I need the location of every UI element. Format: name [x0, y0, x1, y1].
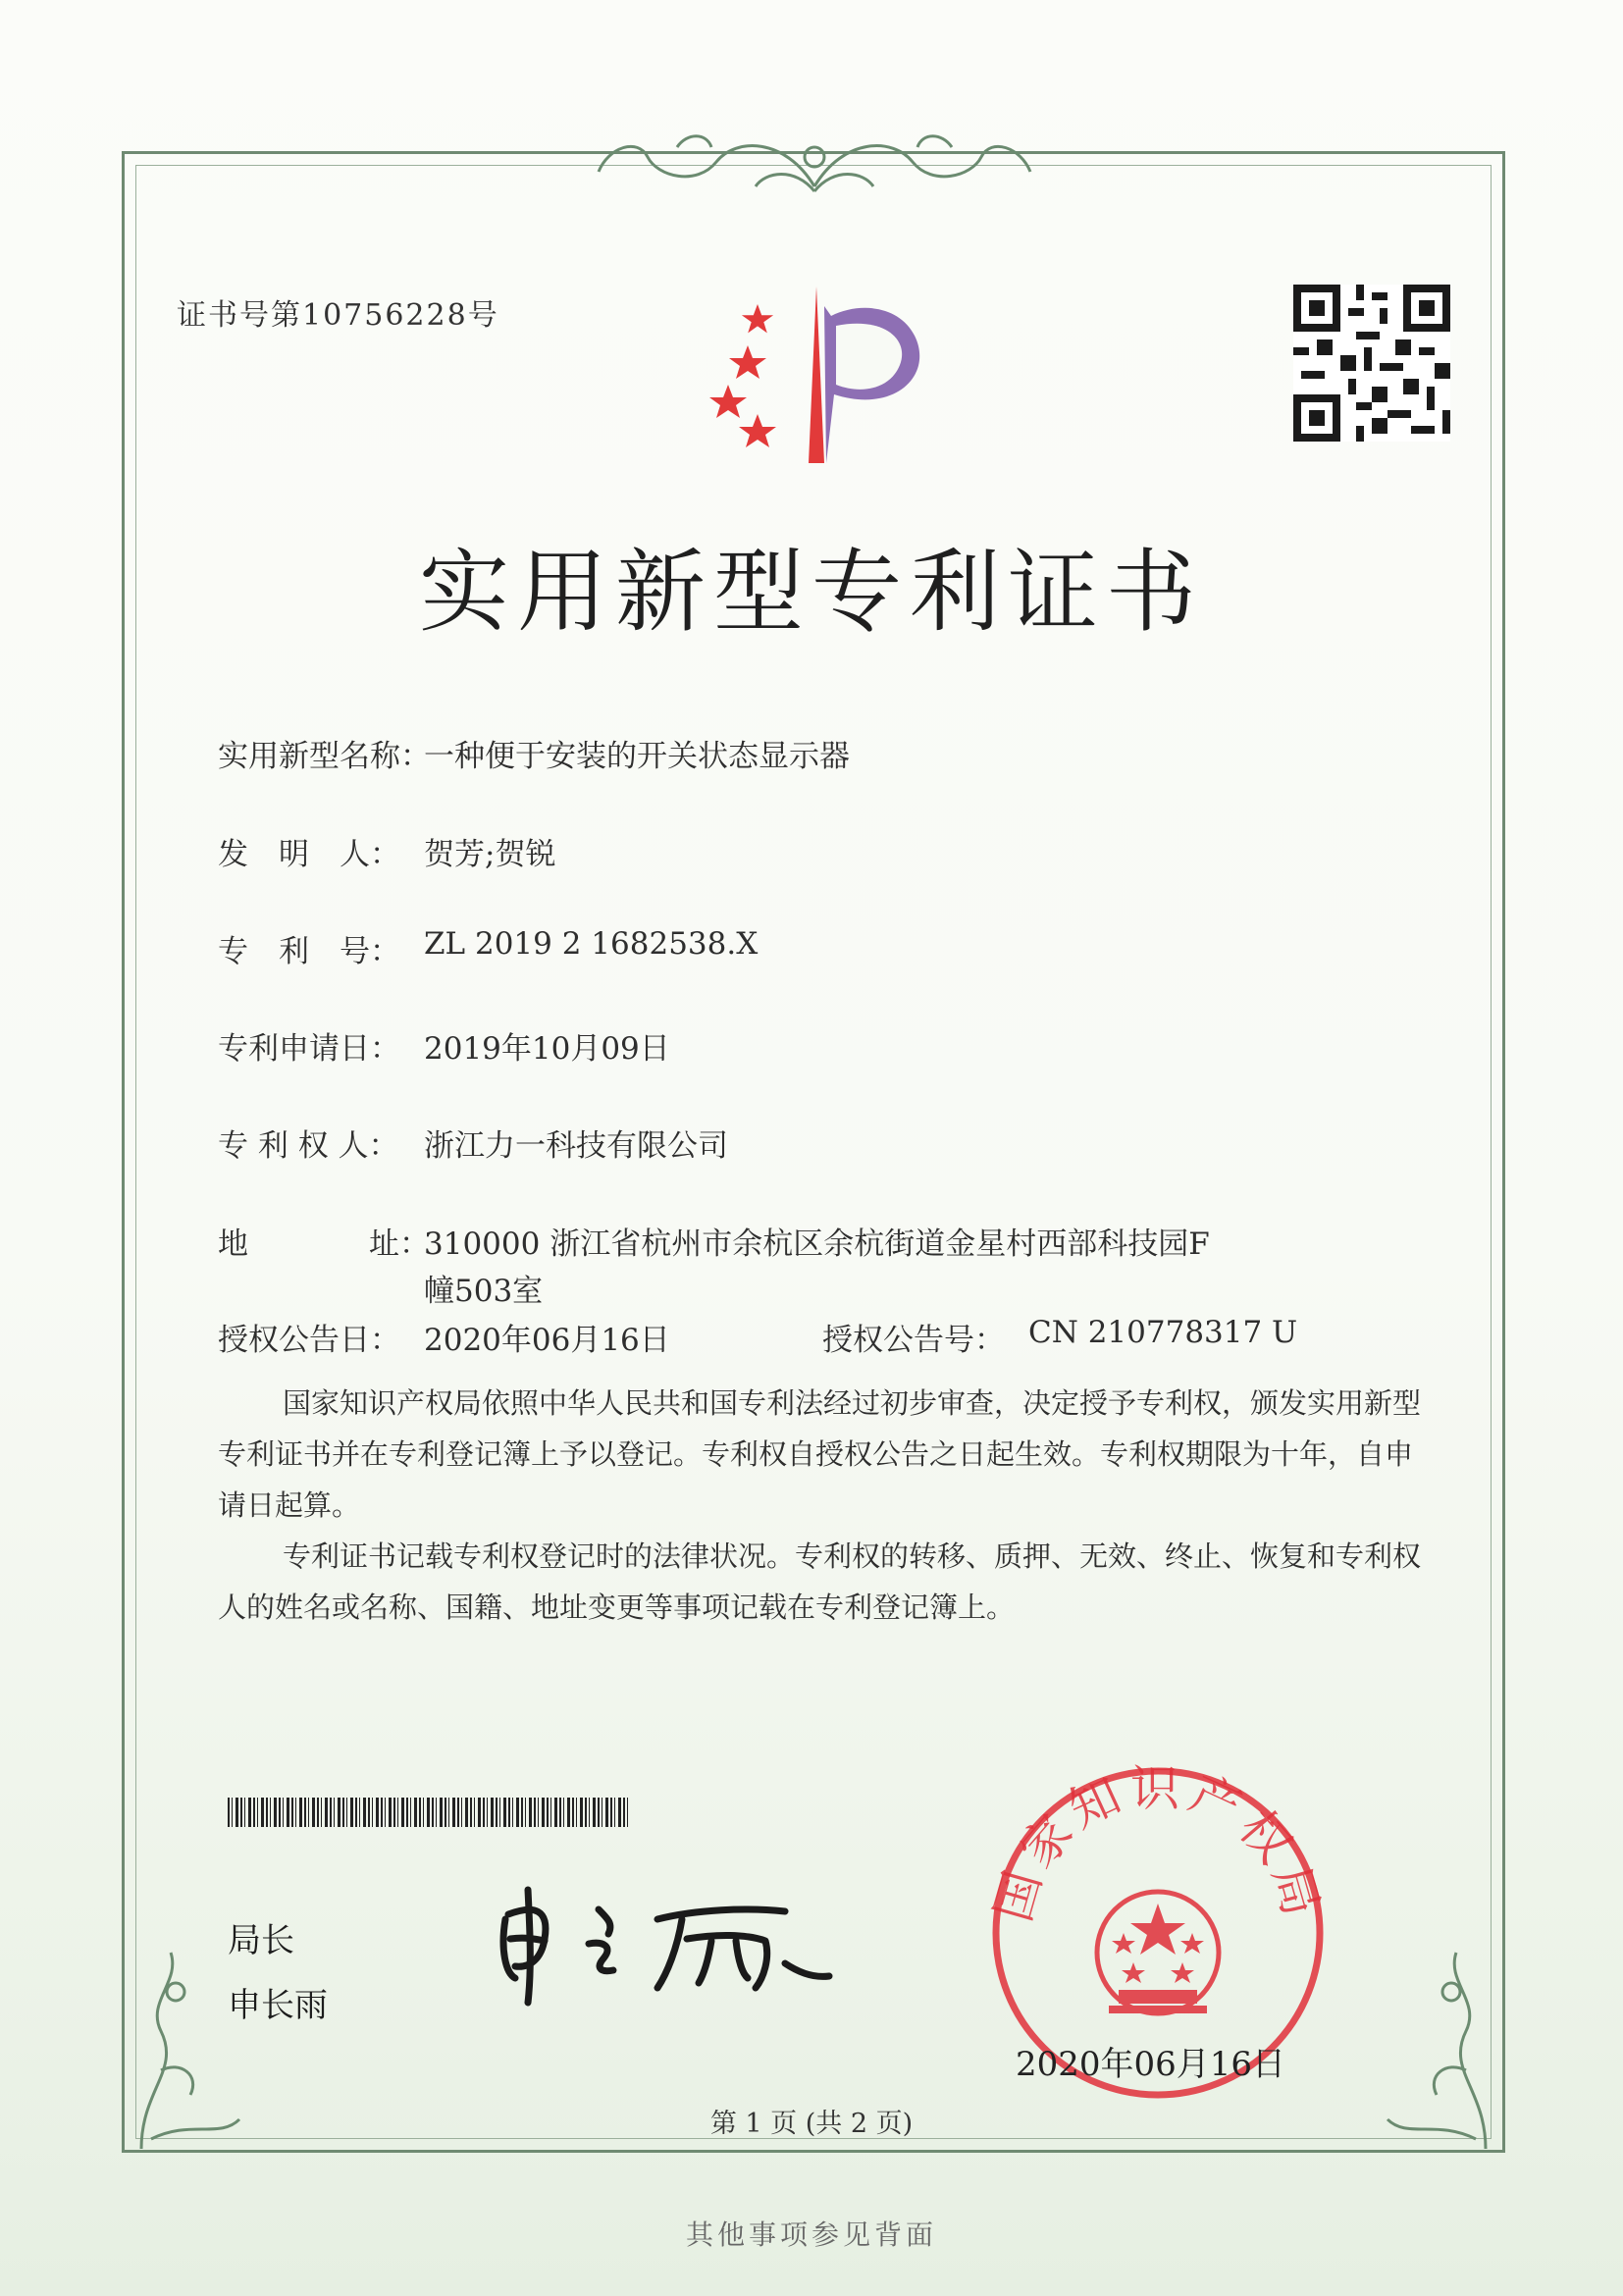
national-emblem-icon — [1097, 1892, 1219, 2013]
page-title: 实用新型专利证书 — [418, 540, 1204, 645]
paragraph-legal-status: 专利证书记载专利权登记时的法律状况。专利权的转移、质押、无效、终止、恢复和专利权人的姓名或名称、国籍、地址变更等事项记载在专利登记簿上。 — [218, 1539, 1422, 1624]
patentee-value: 浙江力一科技有限公司 — [424, 1128, 728, 1164]
footer-note: 其他事项参见背面 — [685, 2218, 937, 2251]
grant-date-value: 2020年06月16日 — [424, 1323, 670, 1358]
address-line-2: 幢503室 — [424, 1274, 544, 1309]
patentee-label: 专 利 权 人： — [218, 1128, 399, 1164]
qr-code-icon — [1293, 285, 1450, 442]
cnipa-logo-icon — [699, 277, 944, 473]
svg-text:国家知识产权局 — [984, 1760, 1332, 1928]
director-name: 申长雨 — [228, 1986, 328, 2025]
grant-number-label: 授权公告号： — [822, 1323, 1005, 1358]
director-title: 局长 — [228, 1921, 294, 1960]
patent-number-value: ZL 2019 2 1682538.X — [424, 926, 759, 962]
utility-model-name-label: 实用新型名称： — [218, 739, 431, 774]
patent-number-label: 专 利 号： — [218, 934, 400, 969]
top-ornament — [579, 118, 1050, 206]
filing-date-value: 2019年10月09日 — [424, 1031, 670, 1067]
seal-date: 2020年06月16日 — [1016, 2045, 1286, 2084]
grant-number-value: CN 210778317 U — [1028, 1315, 1298, 1350]
barcode — [228, 1798, 630, 1827]
address-line-1: 310000 浙江省杭州市余杭区余杭街道金星村西部科技园F — [424, 1226, 1210, 1262]
certificate-number: 证书号第10756228号 — [177, 298, 499, 333]
body-text — [218, 1378, 1431, 1633]
address-label-second: 址： — [369, 1226, 430, 1262]
handwritten-signature — [491, 1880, 844, 2008]
page-indicator: 第 1 页 (共 2 页) — [709, 2109, 914, 2139]
paragraph-grant-statement: 国家知识产权局依照中华人民共和国专利法经过初步审查，决定授予专利权，颁发实用新型专利证书并在专利登记簿上予以登记。专利权自授权公告之日起生效。专利权期限为十年，自申请日起算。 — [218, 1386, 1422, 1522]
utility-model-name-value: 一种便于安装的开关状态显示器 — [424, 739, 850, 774]
filing-date-label: 专利申请日： — [218, 1031, 400, 1067]
inventor-label: 发 明 人： — [218, 837, 400, 872]
inventor-value: 贺芳;贺锐 — [424, 837, 556, 872]
grant-date-label: 授权公告日： — [218, 1323, 400, 1358]
address-label-first: 地 — [218, 1226, 248, 1262]
seal-text: 国家知识产权局 — [984, 1759, 1332, 1928]
